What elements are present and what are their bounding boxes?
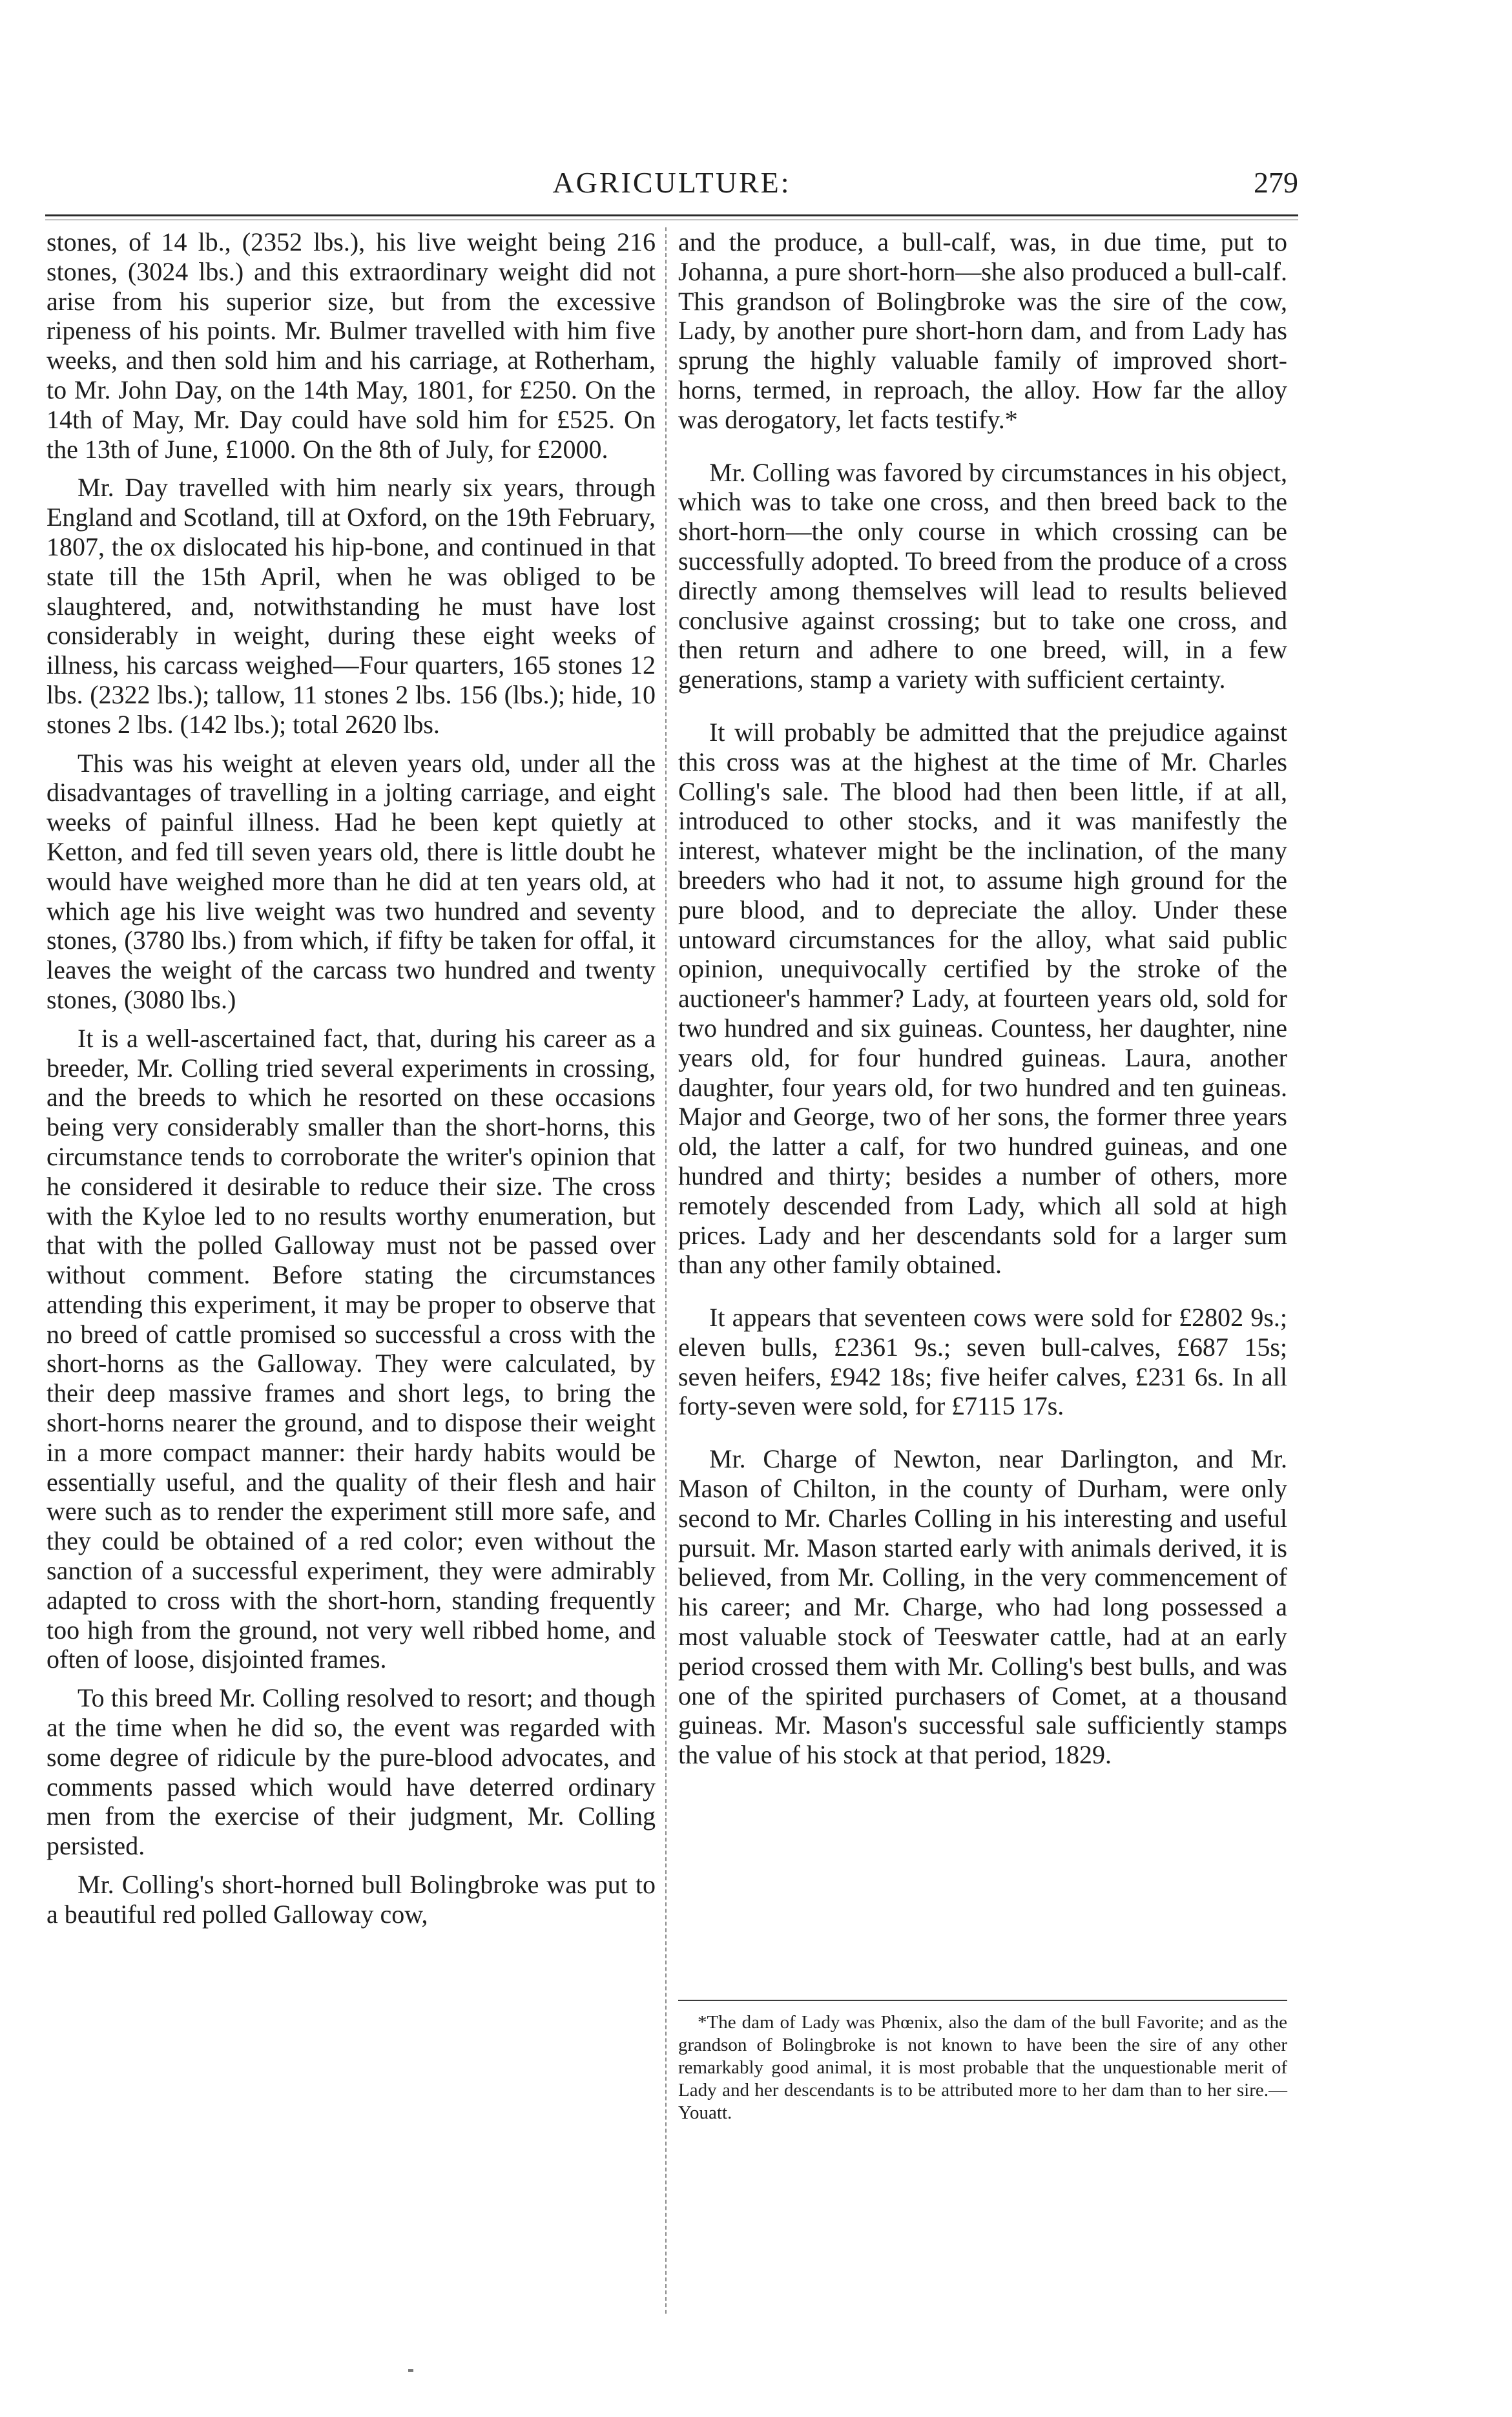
header-rule <box>45 214 1298 216</box>
paragraph: stones, of 14 lb., (2352 lbs.), his live weight being 216 stones, (3024 lbs.) and this extraordinary weight did not arise from his superior size, but from the excessive ripeness of his points. Mr. Bulmer travelled with him five weeks, and then sold him and his carriage, at Rotherham, to Mr. John Day, on the 14th May, 1801, for £250. On the 14th of May, Mr. Day could have sold him for £525. On the 13th of June, £1000. On the 8th of July, for £2000. <box>47 227 656 464</box>
page-header <box>45 165 1298 211</box>
paragraph: and the produce, a bull-calf, was, in due time, put to Johanna, a pure short-horn—she also produced a bull-calf. This grandson of Bolingbroke was the sire of the cow, Lady, by another pure short-horn dam, and from Lady has sprung the highly valuable family of improved short-horns, termed, in reproach, the alloy. How far the alloy was derogatory, let facts testify.* <box>678 227 1287 434</box>
footnote-rule <box>678 2000 1287 2001</box>
footnote: *The dam of Lady was Phœnix, also the dam of the bull Favorite; and as the grandson of Bolingbroke is not known to have been the sire of any other remarkably good animal, it is most probable that the unquestionable merit of Lady and her descendants is to be attributed more to her dam than to her sire.—Youatt. <box>678 2012 1287 2123</box>
paragraph: Mr. Colling's short-horned bull Bolingbroke was put to a beautiful red polled Galloway cow, <box>47 1870 656 1929</box>
right-column <box>678 227 1287 1770</box>
paragraph: Mr. Charge of Newton, near Darlington, and Mr. Mason of Chilton, in the county of Durham, were only second to Mr. Charles Colling in his interesting and useful pursuit. Mr. Mason started early with animals derived, it is believed, from Mr. Colling, in the very commencement of his career; and Mr. Charge, who had long possessed a most valuable stock of Teeswater cattle, had at an early period crossed them with Mr. Colling's best bulls, and was one of the spirited purchasers of Comet, at a thousand guineas. Mr. Mason's successful sale sufficiently stamps the value of his stock at that period, 1829. <box>678 1444 1287 1770</box>
paragraph: This was his weight at eleven years old, under all the disadvantages of travelling in a jolting carriage, and eight weeks of painful illness. Had he been kept quietly at Ketton, and fed till seven years old, there is little doubt he would have weighed more than he did at ten years old, at which age his live weight was two hundred and seventy stones, (3780 lbs.) from which, if fifty be taken for offal, it leaves the weight of the carcass two hundred and twenty stones, (3080 lbs.) <box>47 748 656 1014</box>
paragraph: To this breed Mr. Colling resolved to resort; and though at the time when he did so, the event was regarded with some degree of ridicule by the pure-blood advocates, and comments passed which would have deterred ordinary men from the exercise of their judgment, Mr. Colling persisted. <box>47 1683 656 1861</box>
paragraph: It appears that seventeen cows were sold for £2802 9s.; eleven bulls, £2361 9s.; seven bull-calves, £687 15s; seven heifers, £942 18s; five heifer calves, £231 6s. In all forty-seven were sold, for £7115 17s. <box>678 1303 1287 1421</box>
left-column <box>47 227 656 1929</box>
paragraph: Mr. Day travelled with him nearly six years, through England and Scotland, till at Oxford, on the 19th February, 1807, the ox dislocated his hip-bone, and continued in that state till the 15th April, when he was obliged to be slaughtered, and, notwithstanding he must have lost considerably in weight, during these eight weeks of illness, his carcass weighed—Four quarters, 165 stones 12 lbs. (2322 lbs.); tallow, 11 stones 2 lbs. 156 (lbs.); hide, 10 stones 2 lbs. (142 lbs.); total 2620 lbs. <box>47 473 656 739</box>
column-divider <box>665 227 667 2314</box>
paragraph: It is a well-ascertained fact, that, during his career as a breeder, Mr. Colling tried several experiments in crossing, and the breeds to which he resorted on these occasions being very considerably smaller than the short-horns, this circumstance tends to corroborate the writer's opinion that he considered it desirable to reduce their size. The cross with the Kyloe led to no results worthy enumeration, but that with the polled Galloway must not be passed over without comment. Before stating the circumstances attending this experiment, it may be proper to observe that no breed of cattle promised so successful a cross with the short-horns as the Galloway. They were calculated, by their deep massive frames and short legs, to bring the short-horns nearer the ground, and to dispose their weight in a more compact manner: their hardy habits would be essentially useful, and the quality of their flesh and hair were such as to render the experiment still more safe, and they could be obtained of a red color; even without the sanction of a successful experiment, they were admirably adapted to cross with the short-horn, standing frequently too high from the ground, not very well ribbed home, and often of loose, disjointed frames. <box>47 1023 656 1674</box>
page-number: 279 <box>1254 166 1298 199</box>
paragraph: It will probably be admitted that the prejudice against this cross was at the highest at the time of Mr. Charles Colling's sale. The blood had then been little, if at all, introduced to other stocks, and it was manifestly the interest, whatever might be the inclination, of the many breeders who had it not, to assume high ground for the pure blood, and to depreciate the alloy. Under these untoward circumstances for the alloy, what said public opinion, unequivocally certified by the stroke of the auctioneer's hammer? Lady, at fourteen years old, sold for two hundred and six guineas. Countess, her daughter, nine years old, for four hundred guineas. Laura, another daughter, four years old, for two hundred and ten guineas. Major and George, two of her sons, the former three years old, the latter a calf, for two hundred guineas, and one hundred and thirty; besides a number of others, more remotely descended from Lady, which all sold at high prices. Lady and her descendants sold for a larger sum than any other family obtained. <box>678 717 1287 1280</box>
ink-speck <box>408 2369 413 2372</box>
running-title: AGRICULTURE: <box>552 166 791 199</box>
paragraph: Mr. Colling was favored by circumstances in his object, which was to take one cross, and then breed back to the short-horn—the only course in which crossing can be successfully adopted. To breed from the produce of a cross directly among themselves will lead to results believed conclusive against crossing; but to take one cross, and then return and adhere to one breed, will, in a few generations, stamp a variety with sufficient certainty. <box>678 457 1287 694</box>
